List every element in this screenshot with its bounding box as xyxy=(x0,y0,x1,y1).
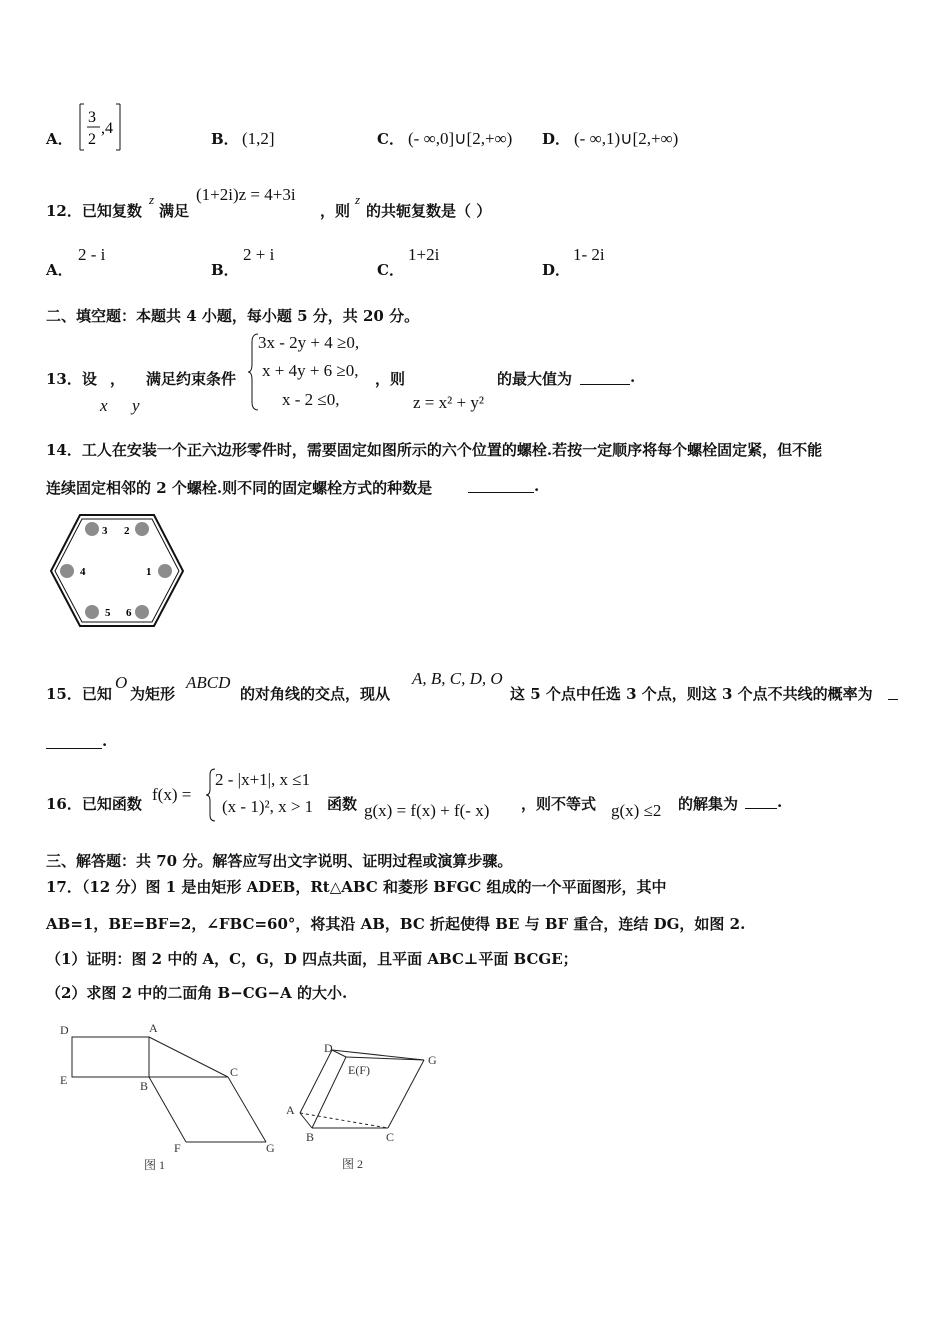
q12-z2: z xyxy=(355,192,361,207)
q11-option-c-label: C． xyxy=(377,130,404,148)
q13-x: x xyxy=(100,396,108,415)
q13-text3: ，则 xyxy=(375,370,406,388)
q11-option-d-value: (- ∞,1)∪[2,+∞) xyxy=(574,129,679,148)
q15-text4: 这 5 个点中任选 3 个点，则这 3 个点不共线的概率为 xyxy=(510,685,873,703)
bolt-label-3: 3 xyxy=(102,525,108,537)
q13-text2: 满足约束条件 xyxy=(146,370,237,388)
q11-option-b-label: B． xyxy=(211,130,239,148)
q12-text1: 12．已知复数 xyxy=(46,202,142,220)
q11-option-a-label: A． xyxy=(46,130,73,148)
bolt-label-6: 6 xyxy=(126,607,132,619)
q17-line1: 17．（12 分）图 1 是由矩形 ADEB，Rt△ABC 和菱形 BFGC 组成的一个平面图形，其中 xyxy=(46,878,667,896)
q12-option-d-value: 1- 2i xyxy=(573,245,605,264)
fig2-label-ef: E(F) xyxy=(348,1063,370,1077)
q11-option-a-interval xyxy=(76,102,126,152)
q16-case-1: 2 - |x+1|, x ≤1 xyxy=(215,770,311,789)
section-3-title: 三、解答题：共 70 分。解答应写出文字说明、证明过程或演算步骤。 xyxy=(46,852,513,870)
q15-text1: 15．已知 xyxy=(46,685,112,703)
fig1-caption: 图 1 xyxy=(144,1158,166,1172)
q12-option-a-label: A． xyxy=(46,261,73,279)
q15-text3: 的对角线的交点，现从 xyxy=(240,685,391,703)
q17-line2: AB=1，BE=BF=2，∠FBC=60°，将其沿 AB，BC 折起使得 BE 与 BF 重合，连结 DG，如图 2. xyxy=(46,915,746,933)
q15-end: . xyxy=(102,732,108,750)
q14-answer-blank xyxy=(468,492,534,493)
q14-line2: 连续固定相邻的 2 个螺栓.则不同的固定螺栓方式的种数是 xyxy=(46,479,433,497)
q11-option-b-value: (1,2] xyxy=(242,129,275,148)
figure-1 xyxy=(52,1018,292,1178)
q15-text2: 为矩形 xyxy=(130,685,176,703)
q13-answer-blank xyxy=(580,384,630,385)
fig1-label-f: F xyxy=(174,1141,181,1155)
bolt-1-icon xyxy=(158,564,172,578)
q13-end: . xyxy=(630,368,636,386)
hexagon-bolt-figure xyxy=(50,512,186,628)
q12-option-d-label: D． xyxy=(542,261,571,279)
q12-text4: 的共轭复数是（ ） xyxy=(366,202,492,220)
q12-option-b-value: 2 + i xyxy=(243,245,275,264)
section-2-title: 二、填空题：本题共 4 小题，每小题 5 分，共 20 分。 xyxy=(46,307,420,325)
q13-constraint-3: x - 2 ≤0, xyxy=(282,390,340,409)
q13-constraint-1: 3x - 2y + 4 ≥0, xyxy=(258,333,360,352)
bolt-6-icon xyxy=(135,605,149,619)
q16-text3: ，则不等式 xyxy=(521,795,597,813)
q17-part2: （2）求图 2 中的二面角 B−CG−A 的大小. xyxy=(46,984,348,1002)
fig2-label-b: B xyxy=(306,1130,315,1144)
bolt-label-2: 2 xyxy=(124,525,130,537)
q11-a-num: 3 xyxy=(88,109,96,126)
q16-answer-blank xyxy=(745,808,777,809)
bolt-5-icon xyxy=(85,605,99,619)
fig1-label-b: B xyxy=(140,1079,149,1093)
q11-option-c-value: (- ∞,0]∪[2,+∞) xyxy=(408,129,513,148)
bolt-3-icon xyxy=(85,522,99,536)
q15-answer-blank-1 xyxy=(888,699,898,700)
q14-line1: 14．工人在安装一个正六边形零件时，需要固定如图所示的六个位置的螺栓.若按一定顺序将每个螺栓固定紧，但不能 xyxy=(46,441,823,459)
q16-inequality: g(x) ≤2 xyxy=(611,801,662,820)
q16-gx: g(x) = f(x) + f(- x) xyxy=(364,801,490,820)
q16-fx: f(x) = xyxy=(152,785,192,804)
bolt-label-1: 1 xyxy=(146,566,152,578)
q13-constraint-2: x + 4y + 6 ≥0, xyxy=(262,361,359,380)
q14-end: . xyxy=(534,477,540,495)
q12-equation: (1+2i)z = 4+3i xyxy=(196,185,296,204)
fig1-label-d: D xyxy=(60,1023,69,1037)
q13-objective: z = x² + y² xyxy=(413,393,484,412)
q16-end: . xyxy=(777,793,783,811)
q16-text1: 16．已知函数 xyxy=(46,795,142,813)
fig2-label-c: C xyxy=(386,1130,395,1144)
q13-y: y xyxy=(132,396,140,415)
q15-o: O xyxy=(115,673,128,692)
q13-sep: ， xyxy=(110,370,126,388)
q13-text4: 的最大值为 xyxy=(497,370,573,388)
q11-a-den: 2 xyxy=(88,131,96,148)
fig1-label-c: C xyxy=(230,1065,239,1079)
q12-option-c-value: 1+2i xyxy=(408,245,440,264)
q12-z1: z xyxy=(149,192,155,207)
fig2-label-g: G xyxy=(428,1053,437,1067)
bolt-4-icon xyxy=(60,564,74,578)
q12-option-b-label: B． xyxy=(211,261,239,279)
fig2-caption: 图 2 xyxy=(342,1157,364,1171)
q11-a-rest: ,4 xyxy=(101,120,113,137)
q12-text3: ，则 xyxy=(320,202,351,220)
fig2-label-a: A xyxy=(286,1103,295,1117)
q15-abcd: ABCD xyxy=(186,673,231,692)
bolt-2-icon xyxy=(135,522,149,536)
figure-2 xyxy=(282,1035,452,1175)
fig1-label-a: A xyxy=(149,1021,158,1035)
fig2-label-d: D xyxy=(324,1041,333,1055)
q16-text2: 函数 xyxy=(327,795,358,813)
q17-part1: （1）证明：图 2 中的 A，C，G，D 四点共面，且平面 ABC⊥平面 BCGE； xyxy=(46,950,578,968)
q15-answer-blank-2 xyxy=(46,748,102,749)
q12-option-c-label: C． xyxy=(377,261,404,279)
fig1-label-g: G xyxy=(266,1141,275,1155)
bolt-label-4: 4 xyxy=(80,566,86,578)
q12-text2: 满足 xyxy=(159,202,190,220)
q16-case-2: (x - 1)², x > 1 xyxy=(222,797,314,816)
q11-option-d-label: D． xyxy=(542,130,571,148)
fig1-label-e: E xyxy=(60,1073,68,1087)
bolt-label-5: 5 xyxy=(105,607,111,619)
q16-text4: 的解集为 xyxy=(678,795,739,813)
q12-option-a-value: 2 - i xyxy=(78,245,106,264)
q13-text1: 13．设 xyxy=(46,370,97,388)
q15-points: A, B, C, D, O xyxy=(412,669,503,688)
